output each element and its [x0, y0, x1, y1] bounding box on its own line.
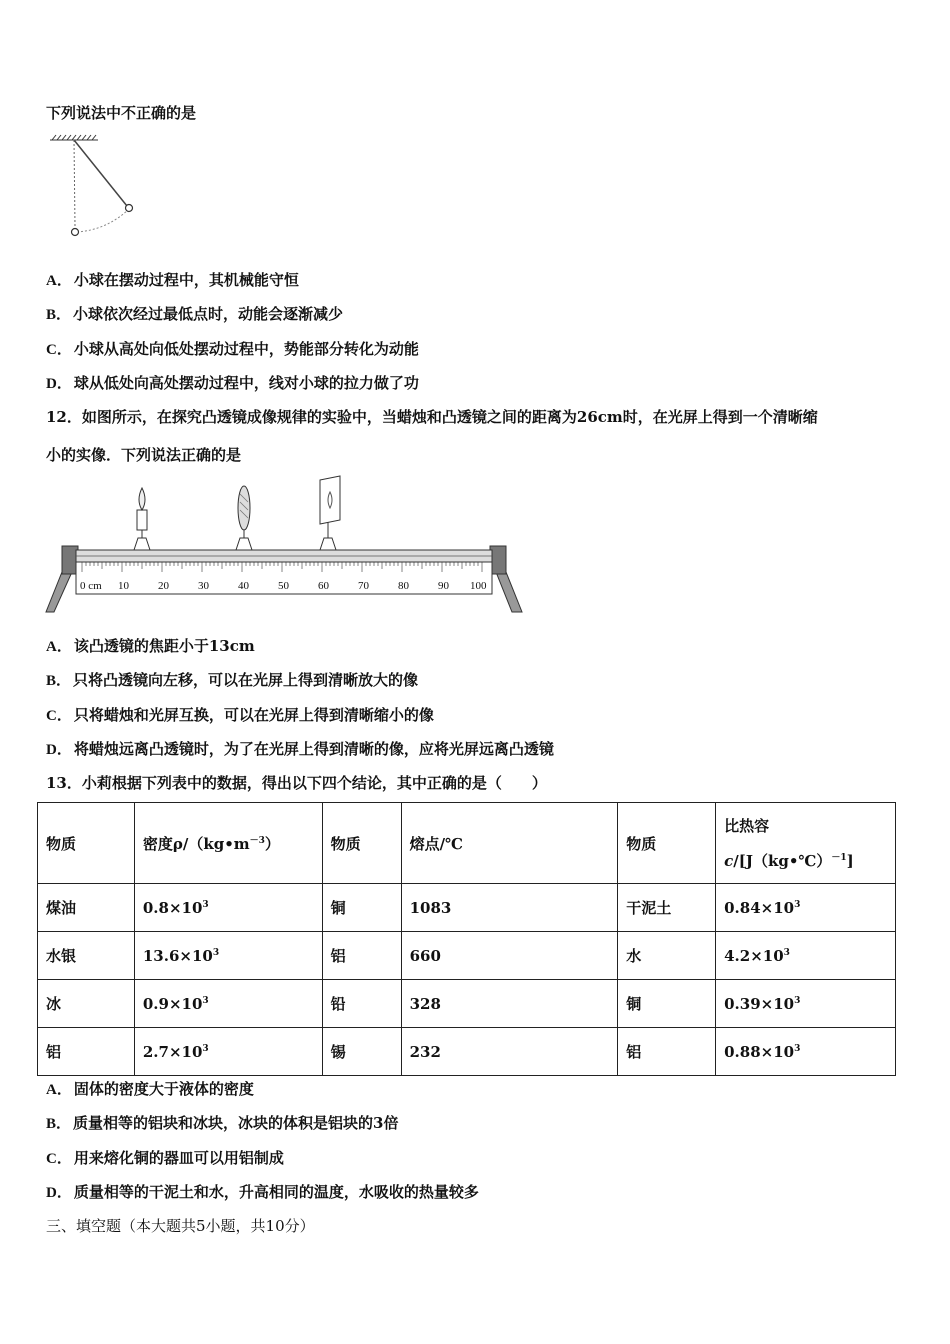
candle — [134, 488, 150, 550]
ruler-label: 90 — [438, 580, 449, 592]
q12-stem-line2: 小的实像．下列说法正确的是 — [46, 446, 242, 464]
table-row — [38, 932, 896, 980]
question-intro: 下列说法中不正确的是 — [46, 104, 197, 122]
header-cell: 密度$\rho/(kg•m^{-3})$ — [134, 803, 322, 884]
ruler-label: 20 — [158, 580, 169, 592]
table-cell: $4.2\times 10^3$ — [716, 932, 896, 980]
table-cell: 铝 — [38, 1028, 135, 1076]
q11-option-d: D． 球从低处向高处摆动过程中，线对小球的拉力做了功 — [46, 374, 419, 392]
table-cell: 锡 — [322, 1028, 401, 1076]
ruler-label: 80 — [398, 580, 409, 592]
header-cell: 物质 — [618, 803, 716, 884]
light-screen — [320, 476, 340, 550]
q12-option-d: D． 将蜡烛远离凸透镜时，为了在光屏上得到清晰的像，应将光屏远离凸透镜 — [46, 740, 554, 758]
ball-bottom — [72, 229, 79, 236]
vertical-dashed-line — [74, 140, 75, 227]
ruler-label: 60 — [318, 580, 329, 592]
q13-option-d: D． 质量相等的干泥土和水，升高相同的温度，水吸收的热量较多 — [46, 1183, 479, 1201]
table-cell: 冰 — [38, 980, 135, 1028]
q12-option-c: C． 只将蜡烛和光屏互换，可以在光屏上得到清晰缩小的像 — [46, 706, 434, 724]
ceiling-hatch — [50, 135, 98, 140]
table-cell: 铝 — [618, 1028, 716, 1076]
q13-option-a: A． 固体的密度大于液体的密度 — [46, 1080, 254, 1098]
table-row — [38, 1028, 896, 1076]
table-cell: 铝 — [322, 932, 401, 980]
table-cell: $0.9\times 10^3$ — [134, 980, 322, 1028]
header-cell: 比热容 c/[J（kg•℃）$^{-1}$] — [716, 803, 896, 884]
q11-option-a: A． 小球在摆动过程中，其机械能守恒 — [46, 271, 299, 289]
table-row — [38, 980, 896, 1028]
q11-option-c: C． 小球从高处向低处摆动过程中，势能部分转化为动能 — [46, 340, 419, 358]
table-cell: 232 — [401, 1028, 618, 1076]
ruler-label: 100 — [470, 580, 487, 592]
table-cell: $0.84\times 10^3$ — [716, 884, 896, 932]
ruler-label: 0 cm — [80, 580, 102, 592]
section-heading: 三、填空题（本大题共5小题，共10分） — [46, 1217, 315, 1235]
table-cell: 铅 — [322, 980, 401, 1028]
q12-option-b: B． 只将凸透镜向左移，可以在光屏上得到清晰放大的像 — [46, 671, 419, 689]
header-cell: 物质 — [322, 803, 401, 884]
convex-lens — [236, 486, 252, 550]
table-cell: $0.8\times 10^3$ — [134, 884, 322, 932]
pendulum-string — [74, 140, 127, 206]
ruler-label: 40 — [238, 580, 249, 592]
table-cell: 1083 — [401, 884, 618, 932]
table-cell: 328 — [401, 980, 618, 1028]
pendulum-figure — [44, 132, 144, 244]
ball-right — [126, 205, 133, 212]
table-cell: 煤油 — [38, 884, 135, 932]
table-header-row — [38, 803, 896, 884]
header-cell: 物质 — [38, 803, 135, 884]
ruler-label: 10 — [118, 580, 129, 592]
q12-option-a: A． 该凸透镜的焦距小于13cm — [46, 637, 255, 655]
table-cell: $0.88\times 10^3$ — [716, 1028, 896, 1076]
q11-option-b: B． 小球依次经过最低点时，动能会逐渐减少 — [46, 305, 344, 323]
right-leg — [496, 572, 522, 612]
properties-table — [37, 802, 896, 1076]
left-leg — [46, 572, 72, 612]
table-cell: 铜 — [322, 884, 401, 932]
table-cell: 干泥土 — [618, 884, 716, 932]
table-row — [38, 884, 896, 932]
table-cell: $13.6\times 10^3$ — [134, 932, 322, 980]
table-cell: 水 — [618, 932, 716, 980]
q13-option-c: C． 用来熔化铜的器皿可以用铝制成 — [46, 1149, 284, 1167]
ruler-label: 50 — [278, 580, 289, 592]
swing-arc — [77, 210, 128, 232]
q13-stem: 13．小莉根据下列表中的数据，得出以下四个结论，其中正确的是（ ） — [46, 774, 547, 792]
table-cell: $2.7\times 10^3$ — [134, 1028, 322, 1076]
table-cell: 660 — [401, 932, 618, 980]
table-cell: $0.39\times 10^3$ — [716, 980, 896, 1028]
header-cell: 熔点/℃ — [401, 803, 618, 884]
table-cell: 铜 — [618, 980, 716, 1028]
ruler-label: 30 — [198, 580, 209, 592]
q12-stem-line1: 12．如图所示，在探究凸透镜成像规律的实验中，当蜡烛和凸透镜之间的距离为26cm时，在光屏上得到一个清晰缩 — [46, 408, 818, 426]
table-cell: 水银 — [38, 932, 135, 980]
q13-option-b: B． 质量相等的铝块和冰块，冰块的体积是铝块的3倍 — [46, 1114, 399, 1132]
ruler-label: 70 — [358, 580, 369, 592]
optical-bench-figure — [44, 472, 526, 618]
